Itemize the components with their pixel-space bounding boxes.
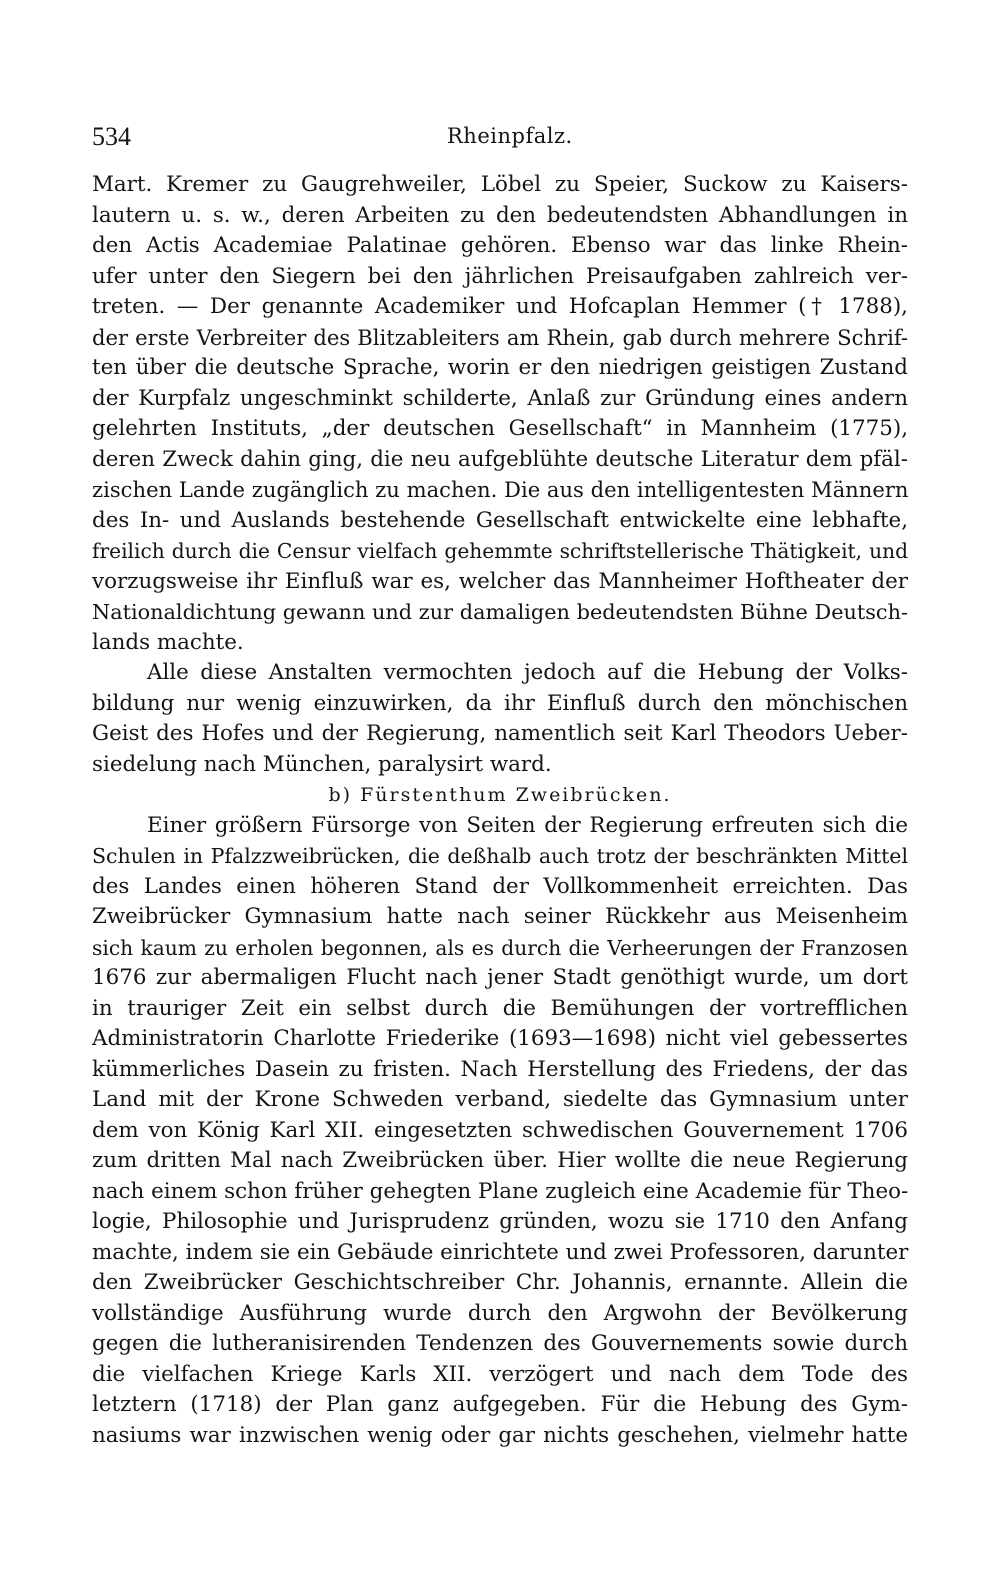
- paragraph: [92, 170, 908, 658]
- text-line: den Actis Academiae Palatinae gehören. Ebenso war das linke Rhein-: [92, 233, 908, 258]
- text-line: gelehrten Instituts, „der deutschen Gesellschaft“ in Mannheim (1775),: [92, 416, 908, 441]
- text-line: Alle diese Anstalten vermochten jedoch auf die Hebung der Volks-: [147, 660, 908, 685]
- text-line: vollständige Ausführung wurde durch den Argwohn der Bevölkerung: [92, 1300, 908, 1326]
- text-line: des In- und Auslands bestehende Gesellschaft entwickelte eine lebhafte,: [92, 507, 908, 533]
- text-line: nasiums war inzwischen wenig oder gar nichts geschehen, vielmehr hatte: [92, 1422, 908, 1448]
- text-line: siedelung nach München, paralysirt ward.: [92, 751, 552, 777]
- text-line: freilich durch die Censur vielfach gehemmte schriftstellerische Thätigkeit, und: [92, 539, 908, 563]
- text-line: bildung nur wenig einzuwirken, da ihr Einfluß durch den mönchischen: [92, 690, 908, 716]
- text-line: nach einem schon früher gehegten Plane zugleich eine Academie für Theo-: [92, 1178, 909, 1204]
- text-line: in trauriger Zeit ein selbst durch die Bemühungen der vortrefflichen: [92, 995, 908, 1021]
- text-line: lautern u. s. w., deren Arbeiten zu den bedeutendsten Abhandlungen in: [92, 202, 908, 228]
- text-line: deren Zweck dahin ging, die neu aufgeblühte deutsche Literatur dem pfäl-: [92, 446, 908, 472]
- text-line: Nationaldichtung gewann und zur damaligen bedeutendsten Bühne Deutsch-: [92, 600, 908, 624]
- text-line: Einer größern Fürsorge von Seiten der Regierung erfreuten sich die: [147, 812, 908, 838]
- document-page: [92, 118, 908, 1451]
- text-line: letztern (1718) der Plan ganz aufgegeben. Für die Hebung des Gym-: [92, 1392, 908, 1417]
- text-line: die vielfachen Kriege Karls XII. verzögert und nach dem Tode des: [92, 1361, 908, 1387]
- text-line: machte, indem sie ein Gebäude einrichtete und zwei Professoren, darunter: [92, 1239, 909, 1265]
- text-line: vorzugsweise ihr Einfluß war es, welcher das Mannheimer Hoftheater der: [92, 568, 908, 594]
- text-line: der erste Verbreiter des Blitzableiters am Rhein, gab durch mehrere Schrif-: [92, 324, 908, 350]
- text-line: ufer unter den Siegern bei den jährlichen Preisaufgaben zahlreich ver-: [92, 263, 908, 289]
- text-line: zischen Lande zugänglich zu machen. Die aus den intelligentesten Männern: [92, 477, 909, 502]
- text-line: treten. — Der genannte Academiker und Hofcaplan Hemmer († 1788),: [92, 294, 908, 319]
- text-line: dem von König Karl XII. eingesetzten schwedischen Gouvernement 1706: [92, 1117, 908, 1143]
- text-line: ten über die deutsche Sprache, worin er den niedrigen geistigen Zustand: [92, 355, 908, 380]
- text-line: Land mit der Krone Schweden verband, siedelte das Gymnasium unter: [92, 1087, 908, 1112]
- text-line: kümmerliches Dasein zu fristen. Nach Herstellung des Friedens, der das: [92, 1056, 908, 1082]
- text-line: Mart. Kremer zu Gaugrehweiler, Löbel zu Speier, Suckow zu Kaisers-: [92, 172, 908, 197]
- text-line: sich kaum zu erholen begonnen, als es durch die Verheerungen der Franzosen: [92, 935, 908, 960]
- text-line: Administratorin Charlotte Friederike (1693—1698) nicht viel gebessertes: [92, 1026, 908, 1051]
- page-number: 534: [92, 122, 131, 151]
- text-line: logie, Philosophie und Jurisprudenz gründen, wozu sie 1710 den Anfang: [92, 1209, 908, 1234]
- text-line: den Zweibrücker Geschichtschreiber Chr. Johannis, ernannte. Allein die: [92, 1270, 908, 1295]
- body-text: [92, 170, 908, 1451]
- paragraph: [92, 811, 908, 1452]
- text-line: zum dritten Mal nach Zweibrücken über. Hier wollte die neue Regierung: [92, 1148, 908, 1173]
- text-line: Geist des Hofes und der Regierung, namentlich seit Karl Theodors Ueber-: [92, 721, 908, 746]
- text-line: der Kurpfalz ungeschminkt schilderte, Anlaß zur Gründung eines andern: [92, 385, 908, 411]
- paragraph: [92, 658, 908, 780]
- text-line: 1676 zur abermaligen Flucht nach jener Stadt genöthigt wurde, um dort: [92, 965, 908, 990]
- running-head: Rheinpfalz.: [447, 124, 573, 148]
- text-line: lands machte.: [92, 629, 244, 655]
- text-line: des Landes einen höheren Stand der Vollkommenheit erreichten. Das: [92, 873, 908, 899]
- page-header: [92, 118, 908, 158]
- text-line: Schulen in Pfalzzweibrücken, die deßhalb auch trotz der beschränkten Mittel: [92, 844, 908, 868]
- text-line: Zweibrücker Gymnasium hatte nach seiner Rückkehr aus Meisenheim: [92, 904, 908, 929]
- text-line: gegen die lutheranisirenden Tendenzen des Gouvernements sowie durch: [92, 1331, 908, 1356]
- section-heading: b) Fürstenthum Zweibrücken.: [328, 784, 672, 806]
